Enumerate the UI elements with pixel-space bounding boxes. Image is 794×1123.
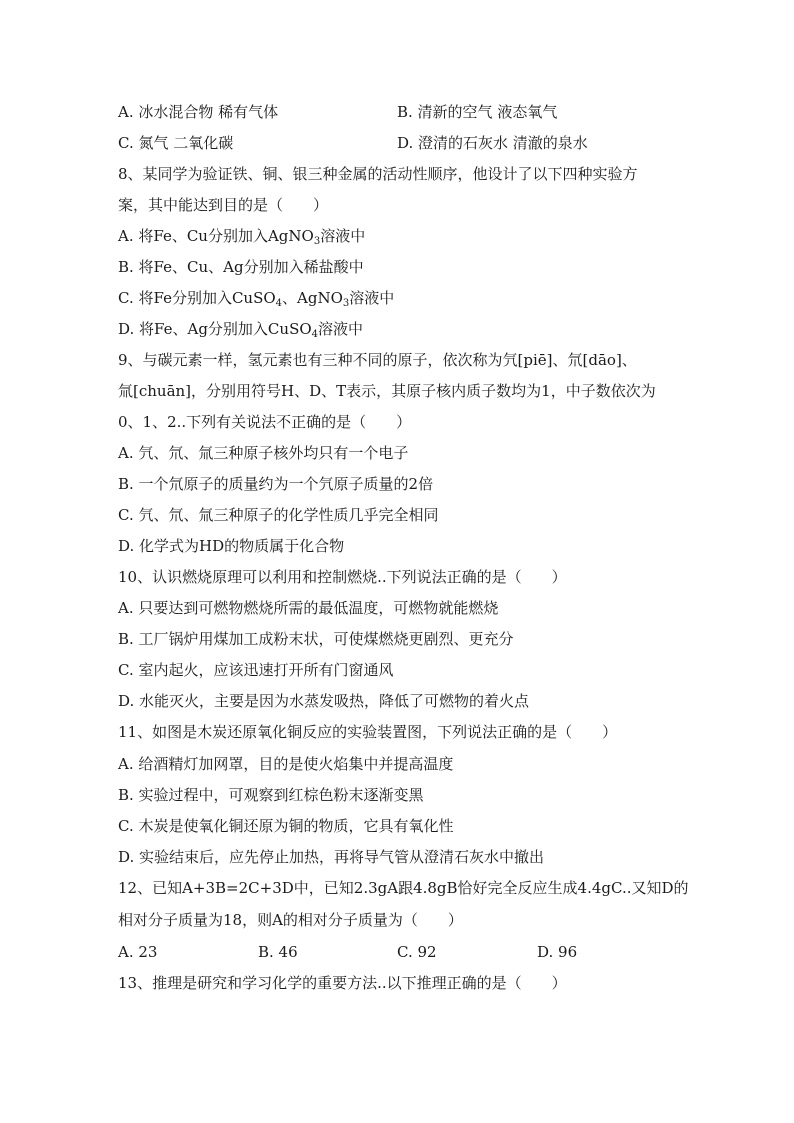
q10-option-c: C. 室内起火，应该迅速打开所有门窗通风 xyxy=(118,661,394,679)
q12-option-a: A. 23 xyxy=(118,943,158,961)
q12-stem-line1: 12、已知A+3B=2C+3D中，已知2.3gA跟4.8gB恰好完全反应生成4.4gC..又知D的 xyxy=(118,879,689,897)
q7-option-c: C. 氮气 二氧化碳 xyxy=(118,134,234,152)
q9-option-a: A. 氕、氘、氚三种原子核外均只有一个电子 xyxy=(118,444,409,462)
q13-stem: 13、推理是研究和学习化学的重要方法..以下推理正确的是（ ） xyxy=(118,974,567,992)
q12-option-b: B. 46 xyxy=(258,943,298,961)
q9-option-d: D. 化学式为HD的物质属于化合物 xyxy=(118,537,345,555)
q10-option-d: D. 水能灭火，主要是因为水蒸发吸热，降低了可燃物的着火点 xyxy=(118,692,530,710)
q8-stem-line2: 案，其中能达到目的是（ ） xyxy=(118,196,329,214)
q11-option-b: B. 实验过程中，可观察到红棕色粉末逐渐变黑 xyxy=(118,786,424,804)
q8-stem-line1: 8、某同学为验证铁、铜、银三种金属的活动性顺序，他设计了以下四种实验方 xyxy=(118,165,638,183)
q11-option-d: D. 实验结束后，应先停止加热，再将导气管从澄清石灰水中撤出 xyxy=(118,848,545,866)
q10-option-a: A. 只要达到可燃物燃烧所需的最低温度，可燃物就能燃烧 xyxy=(118,599,499,617)
q11-option-c: C. 木炭是使氧化铜还原为铜的物质，它具有氧化性 xyxy=(118,817,454,835)
q9-option-c: C. 氕、氘、氚三种原子的化学性质几乎完全相同 xyxy=(118,506,439,524)
q12-stem-line2: 相对分子质量为18，则A的相对分子质量为（ ） xyxy=(118,911,463,929)
q7-option-a: A. 冰水混合物 稀有气体 xyxy=(118,103,279,121)
q10-stem: 10、认识燃烧原理可以利用和控制燃烧..下列说法正确的是（ ） xyxy=(118,568,567,586)
q8-option-b: B. 将Fe、Cu、Ag分别加入稀盐酸中 xyxy=(118,258,364,276)
q9-stem-line3: 0、1、2..下列有关说法不正确的是（ ） xyxy=(118,413,412,431)
q8-option-c: C. 将Fe分别加入CuSO$_4$、AgNO$_3$溶液中 xyxy=(118,289,395,309)
q12-option-d: D. 96 xyxy=(537,943,578,961)
q9-stem-line1: 9、与碳元素一样，氢元素也有三种不同的原子，依次称为氕[piē]、氘[dāo]、 xyxy=(118,351,637,369)
q7-option-d: D. 澄清的石灰水 清澈的泉水 xyxy=(397,134,588,152)
q9-stem-line2: 氚[chuān]，分别用符号H、D、T表示，其原子核内质子数均为1，中子数依次为 xyxy=(118,382,656,400)
q8-option-d: D. 将Fe、Ag分别加入CuSO$_4$溶液中 xyxy=(118,320,364,340)
q7-option-b: B. 清新的空气 液态氧气 xyxy=(397,103,558,121)
q10-option-b: B. 工厂锅炉用煤加工成粉末状，可使煤燃烧更剧烈、更充分 xyxy=(118,630,514,648)
q8-option-a: A. 将Fe、Cu分别加入AgNO$_3$溶液中 xyxy=(118,227,366,247)
q11-stem: 11、如图是木炭还原氧化铜反应的实验装置图，下列说法正确的是（ ） xyxy=(118,723,618,741)
q9-option-b: B. 一个氘原子的质量约为一个氕原子质量的2倍 xyxy=(118,475,434,493)
q11-option-a: A. 给酒精灯加网罩，目的是使火焰集中并提高温度 xyxy=(118,755,454,773)
q12-option-c: C. 92 xyxy=(397,943,437,961)
